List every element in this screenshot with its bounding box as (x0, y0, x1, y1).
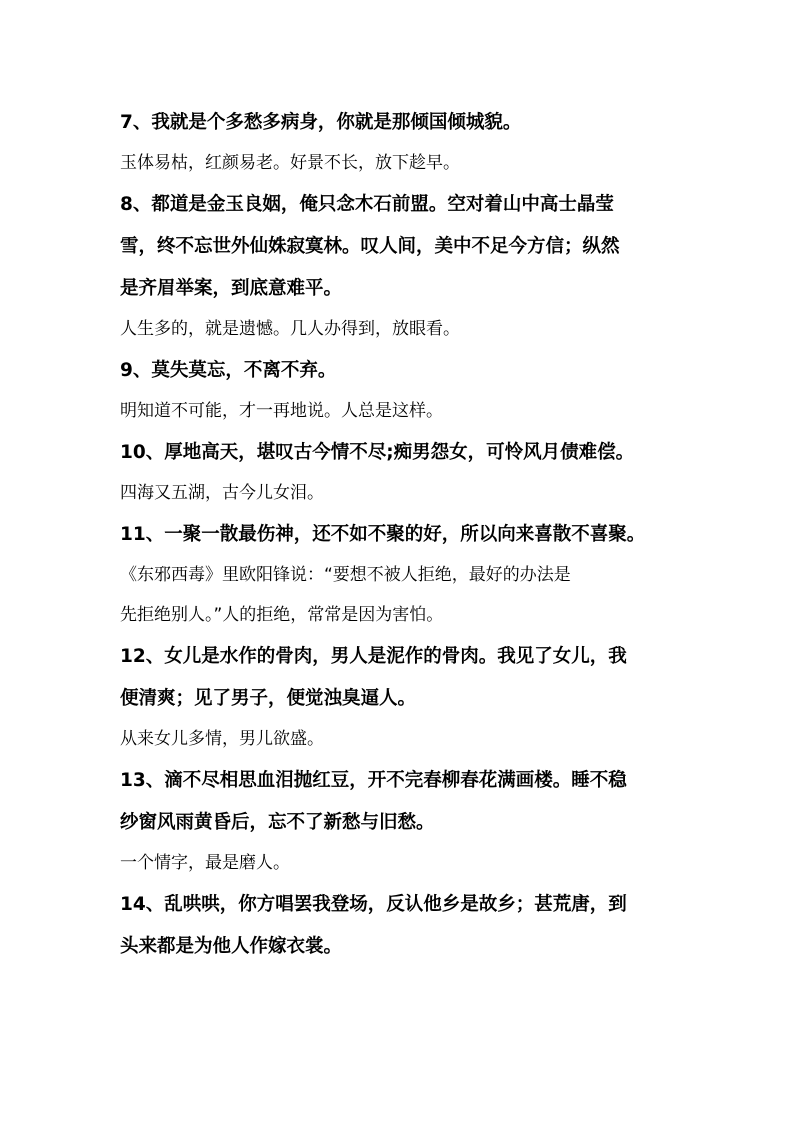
entry-12 (120, 636, 680, 758)
comment-line: 《东邪西毒》里欧阳锋说：“要想不被人拒绝，最好的办法是 (120, 565, 571, 585)
quote-line: 是齐眉举案，到底意难平。 (120, 278, 343, 299)
quote-line: 8、都道是金玉良姻，俺只念木石前盟。空对着山中高士晶莹 (120, 194, 614, 215)
quote-list (120, 102, 680, 968)
quote-line: 9、莫失莫忘，不离不弃。 (120, 360, 337, 381)
entry-7 (120, 102, 680, 182)
quote-line: 7、我就是个多愁多病身，你就是那倾国倾城貌。 (120, 112, 522, 133)
comment-line: 从来女儿多情，男儿欲盛。 (120, 729, 324, 749)
comment-line: 一个情字，最是磨人。 (120, 853, 290, 873)
quote-line: 11、一聚一散最伤神，还不如不聚的好，所以向来喜散不喜聚。 (120, 524, 646, 545)
entry-8 (120, 184, 680, 348)
comment-line: 玉体易枯，红颜易老。好景不长，放下趁早。 (120, 153, 460, 173)
comment-line: 明知道不可能，才一再地说。人总是这样。 (120, 401, 443, 421)
quote-line: 12、女儿是水作的骨肉，男人是泥作的骨肉。我见了女儿，我 (120, 646, 627, 667)
quote-line: 纱窗风雨黄昏后，忘不了新愁与旧愁。 (120, 812, 435, 833)
entry-11 (120, 514, 680, 634)
quote-line: 13、滴不尽相思血泪抛红豆，开不完春柳春花满画楼。睡不稳 (120, 770, 627, 791)
entry-14 (120, 884, 680, 968)
quote-line: 便清爽；见了男子，便觉浊臭逼人。 (120, 688, 417, 709)
entry-10 (120, 432, 680, 512)
comment-line: 先拒绝别人。”人的拒绝，常常是因为害怕。 (120, 605, 444, 625)
quote-line: 头来都是为他人作嫁衣裳。 (120, 936, 343, 957)
comment-line: 四海又五湖，古今儿女泪。 (120, 483, 324, 503)
quote-line: 14、乱哄哄，你方唱罢我登场，反认他乡是故乡；甚荒唐，到 (120, 894, 627, 915)
quote-line: 雪，终不忘世外仙姝寂寞林。叹人间，美中不足今方信；纵然 (120, 236, 620, 257)
entry-9 (120, 350, 680, 430)
comment-line: 人生多的，就是遗憾。几人办得到，放眼看。 (120, 319, 460, 339)
quote-line: 10、厚地高天，堪叹古今情不尽;痴男怨女，可怜风月债难偿。 (120, 442, 635, 463)
entry-13 (120, 760, 680, 882)
